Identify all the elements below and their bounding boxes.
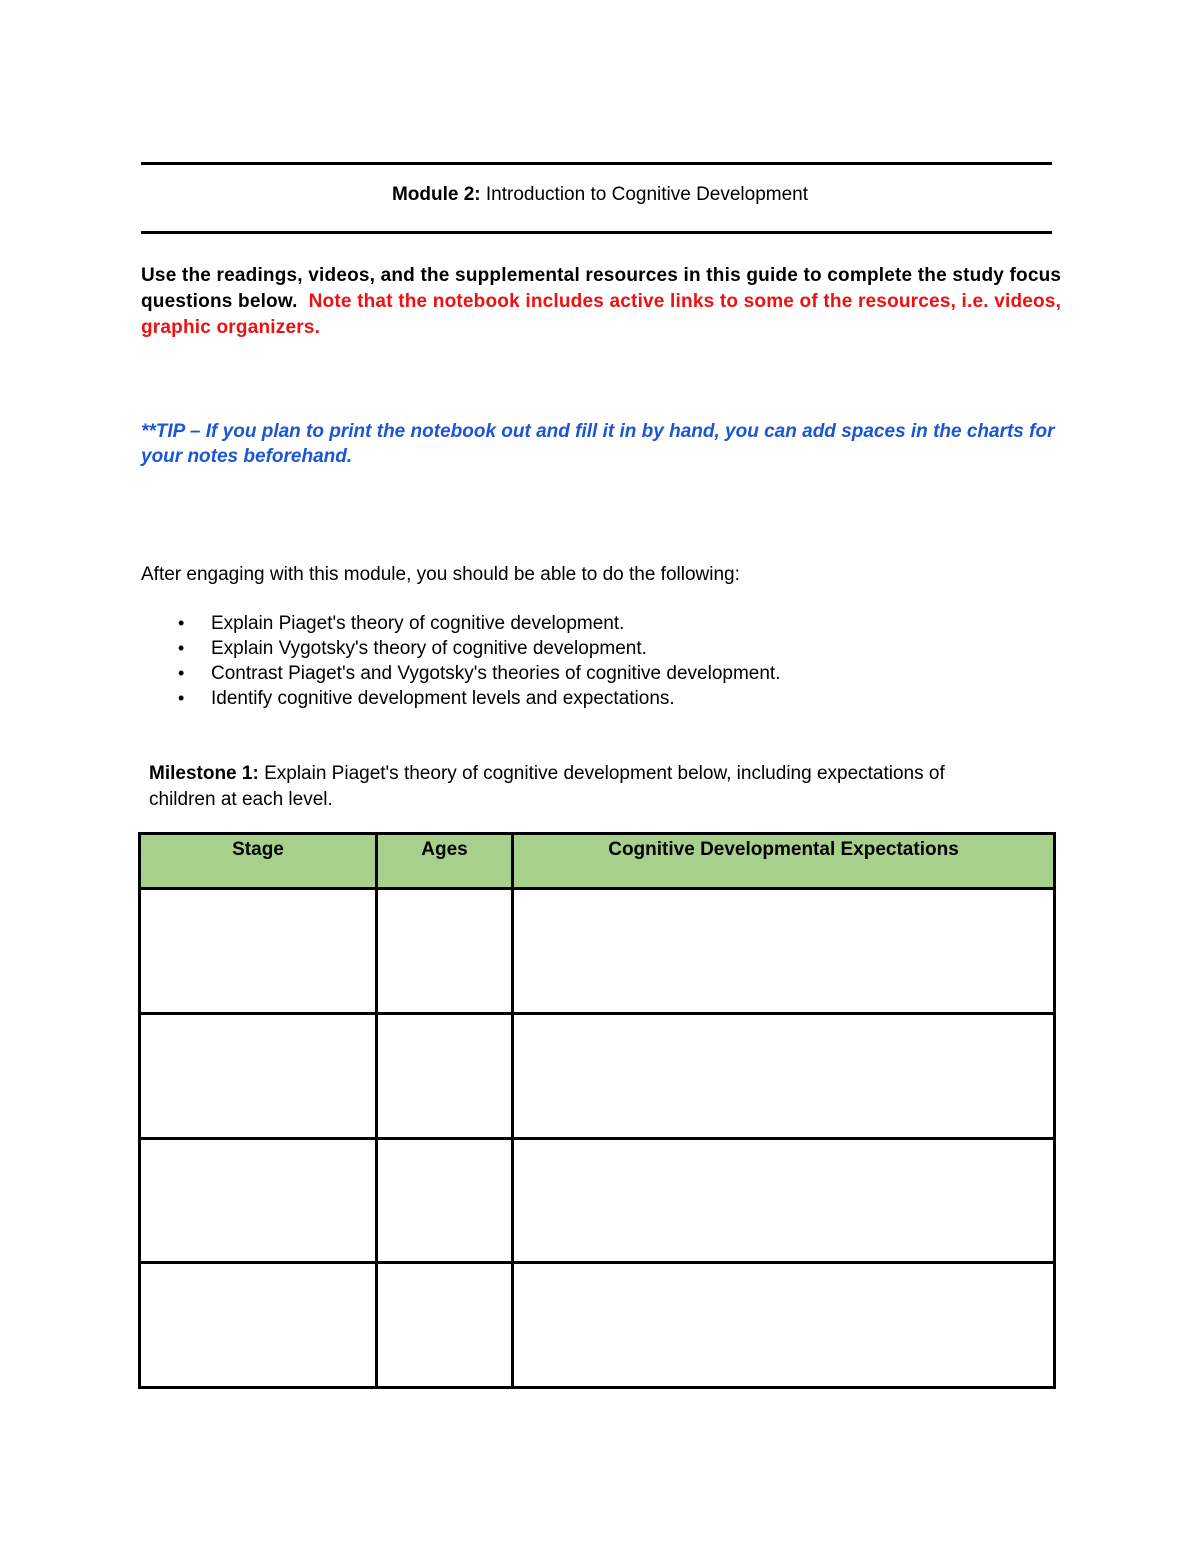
- list-item: [0, 661, 780, 686]
- column-header-ages: Ages: [377, 834, 513, 889]
- milestone-text: Explain Piaget's theory of cognitive development below, including expectations of children at each level.: [149, 763, 945, 810]
- objective-text: Explain Piaget's theory of cognitive development.: [211, 613, 625, 634]
- instructions-paragraph: [141, 263, 1081, 341]
- ages-cell[interactable]: [377, 1138, 513, 1263]
- stage-cell[interactable]: [140, 1138, 377, 1263]
- links-note: Note that the notebook includes active links to some of the resources, i.e. videos, graphic organizers.: [141, 291, 1062, 338]
- column-header-expectations: Cognitive Developmental Expectations: [513, 834, 1055, 889]
- print-tip: **TIP – If you plan to print the notebook out and fill it in by hand, you can add spaces in the charts for your notes beforehand.: [141, 421, 1055, 467]
- stage-cell[interactable]: [140, 1013, 377, 1138]
- expectations-cell[interactable]: [513, 1138, 1055, 1263]
- ages-cell[interactable]: [377, 1263, 513, 1388]
- ages-cell[interactable]: [377, 1013, 513, 1138]
- module-heading: [0, 184, 1200, 206]
- table-row: [140, 1013, 1055, 1138]
- column-header-stage: Stage: [140, 834, 377, 889]
- list-item: [0, 636, 780, 661]
- objectives-list: [0, 611, 780, 711]
- stage-cell[interactable]: [140, 889, 377, 1014]
- top-divider: [141, 162, 1052, 165]
- milestone-prompt: [149, 761, 949, 813]
- ages-cell[interactable]: [377, 889, 513, 1014]
- objectives-lead: After engaging with this module, you should be able to do the following:: [141, 564, 740, 585]
- expectations-cell[interactable]: [513, 1263, 1055, 1388]
- expectations-cell[interactable]: [513, 889, 1055, 1014]
- expectations-cell[interactable]: [513, 1013, 1055, 1138]
- list-item: [0, 686, 780, 711]
- list-item: [0, 611, 780, 636]
- table-row: [140, 1263, 1055, 1388]
- piaget-stages-table: [138, 832, 1056, 1389]
- bullet-icon: •: [178, 613, 185, 633]
- objective-text: Contrast Piaget's and Vygotsky's theories of cognitive development.: [211, 663, 781, 684]
- bullet-icon: •: [178, 688, 185, 708]
- table-row: [140, 1138, 1055, 1263]
- table-header-row: [140, 834, 1055, 889]
- milestone-label: Milestone 1:: [149, 763, 259, 784]
- instructions-text: Use the readings, videos, and the supplemental resources in this guide to complete the study focus questions below.: [141, 265, 1062, 312]
- module-label: Module 2:: [391, 184, 481, 205]
- stage-cell[interactable]: [140, 1263, 377, 1388]
- bottom-divider: [141, 231, 1052, 234]
- table-row: [140, 889, 1055, 1014]
- objective-text: Explain Vygotsky's theory of cognitive development.: [211, 638, 647, 659]
- bullet-icon: •: [178, 663, 185, 683]
- bullet-icon: •: [178, 638, 185, 658]
- objective-text: Identify cognitive development levels and expectations.: [211, 688, 675, 709]
- module-title: Introduction to Cognitive Development: [480, 184, 809, 205]
